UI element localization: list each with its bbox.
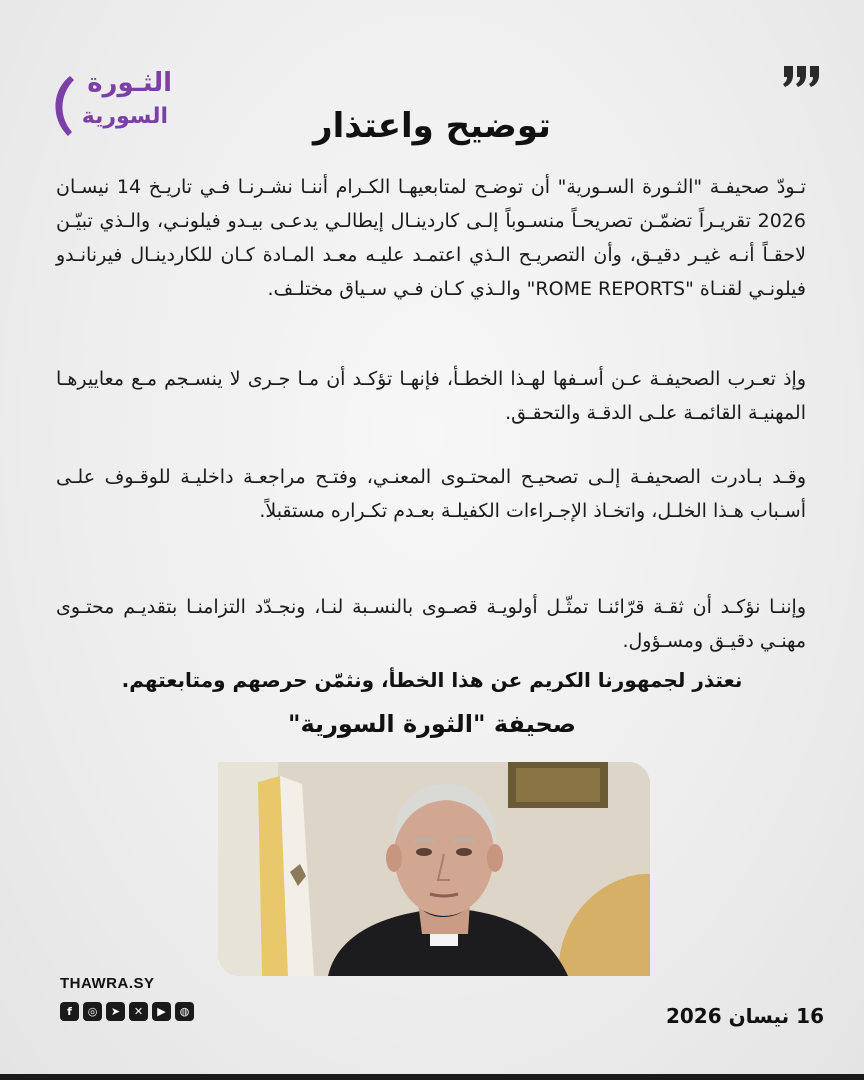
- signature: صحيفة "الثورة السورية": [288, 710, 576, 738]
- portrait-image: [218, 762, 650, 976]
- social-icons: [60, 1002, 194, 1021]
- quote-mark-icon: [780, 60, 824, 88]
- x-icon[interactable]: ✕: [129, 1002, 148, 1021]
- paragraph-correction: وقـد بـادرت الصحيفـة إلـى تصحيـح المحتـوى المعنـي، وفتـح مراجعـة داخليـة للوقـوف علـى أسـباب هـذا الخلـل، واتخـاذ الإجـراءات الكفيلـة بعـدم تكـراره مستقبلاً.: [56, 466, 806, 522]
- paragraph-regret: وإذ تعـرب الصحيفـة عـن أسـفها لهـذا الخطـأ، فإنهـا تؤكـد أن مـا جـرى لا ينسـجم مـع معاييرهـا المهنيـة القائمـة علـى الدقـة والتحقـق.: [56, 368, 806, 424]
- publication-date: 16 نيسان 2026: [665, 1004, 824, 1028]
- facebook-icon[interactable]: f: [60, 1002, 79, 1021]
- bottom-bar: [0, 1074, 864, 1080]
- paragraph-clarification: تـودّ صحيفـة "الثـورة السـورية" أن توضـح لمتابعيهـا الكـرام أننـا نشـرنـا فـي تاريـخ 14 نيسـان 2026 تقريـراً تضمّـن تصريحـاً منسـوباً إلـى كاردينـال إيطالـي يدعـى بيـدو فيلونـي، والـذي تبيّـن لاحقـاً أنـه غيـر دقيـق، وأن التصريـح الـذي اعتمـد عليـه معـد المـادة كـان للكاردينـال فيرنانـدو فيلونـي لقنـاة "ROME REPORTS" والـذي كـان فـي سـياق مختلـف.: [56, 176, 806, 300]
- logo-text-bottom: السورية: [81, 104, 168, 129]
- web-icon[interactable]: ◍: [175, 1002, 194, 1021]
- page-title: توضيح واعتذار: [313, 106, 551, 146]
- youtube-icon[interactable]: ▶: [152, 1002, 171, 1021]
- website-label[interactable]: THAWRA.SY: [60, 975, 155, 992]
- closing-apology: نعتذر لجمهورنا الكريم عن هذا الخطأ، ونثمّن حرصهم ومتابعتهم.: [121, 668, 743, 692]
- instagram-icon[interactable]: ◎: [83, 1002, 102, 1021]
- logo-text-top: الثـورة: [87, 68, 172, 98]
- telegram-icon[interactable]: ➤: [106, 1002, 125, 1021]
- paragraph-commitment: وإننـا نؤكـد أن ثقـة قرّائنـا تمثّـل أولويـة قصـوى بالنسـبة لنـا، ونجـدّد التزامنـا بتقديـم محتـوى مهنـي دقيـق ومسـؤول.: [56, 596, 806, 652]
- cardinal-photo: [218, 762, 650, 976]
